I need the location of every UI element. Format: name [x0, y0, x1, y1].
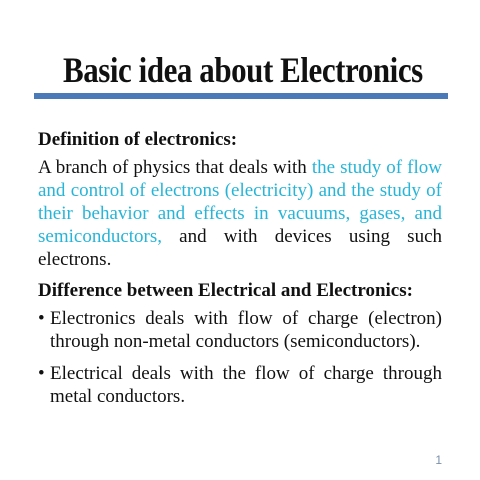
bullet-icon: • — [38, 363, 45, 384]
page-number: 1 — [435, 453, 442, 467]
bullet-text: Electronics deals with flow of charge (electron) through non-metal conductors (semiconductors). — [50, 308, 442, 352]
definition-paragraph — [38, 156, 442, 271]
bullet-text: Electrical deals with the flow of charge through metal conductors. — [50, 363, 442, 407]
title-underline — [34, 93, 448, 99]
definition-heading: Definition of electronics: — [38, 129, 238, 150]
difference-list — [38, 307, 442, 408]
list-item — [38, 362, 442, 408]
difference-heading: Difference between Electrical and Electronics: — [38, 280, 413, 301]
definition-text-start: A branch of physics that deals with — [38, 157, 312, 178]
definition-highlight: the study of flow and control of electrons (electricity) and the study of their behavior and effects in vacuums, gases, and semiconductors, — [38, 157, 442, 247]
slide-content — [38, 128, 442, 417]
definition-text-end: and with devices using such electrons. — [38, 226, 442, 270]
slide-title: Basic idea about Electronics — [62, 50, 423, 90]
bullet-icon: • — [38, 308, 45, 329]
list-item — [38, 307, 442, 353]
